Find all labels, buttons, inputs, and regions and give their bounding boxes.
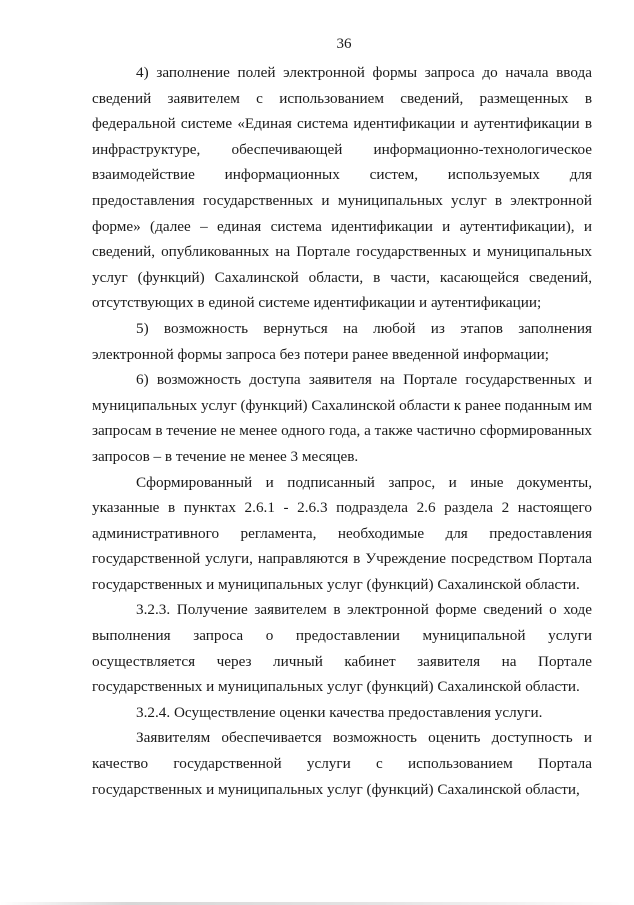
- paragraph-item-6: 6) возможность доступа заявителя на Портале государственных и муниципальных услуг (функций) Сахалинской области к ранее поданным им запросам в течение не менее одного года, а также частично сформированных запросов – в течение не менее 3 месяцев.: [92, 371, 593, 465]
- paragraph-item-4: 4) заполнение полей электронной формы запроса до начала ввода сведений заявителем с использованием сведений, размещенных в федеральной системе «Единая система идентификации и аутентификации в инфраструктуре, обеспечивающей информационно-технологическое взаимодействие информационных систем, используемых для предоставления государственных и муниципальных услуг в электронной форме» (далее – единая система идентификации и аутентификации), и сведений, опубликованных на Портале государственных и муниципальных услуг (функций) Сахалинской области, в части, касающейся сведений, отсутствующих в единой системе идентификации и аутентификации;: [92, 64, 592, 312]
- paragraph-3-2-4: 3.2.4. Осуществление оценки качества предоставления услуги.: [136, 703, 543, 721]
- paragraph-quality-assessment: Заявителям обеспечивается возможность оценить доступность и качество государственной услуги с использованием Портала государственных и муниципальных услуг (функций) Сахалинской области,: [92, 729, 592, 798]
- body-text: [92, 60, 592, 802]
- paragraph-item-5: 5) возможность вернуться на любой из этапов заполнения электронной формы запроса без потери ранее введенной информации;: [92, 319, 592, 363]
- page-number: 36: [336, 36, 352, 52]
- paragraph-submitted-request: Сформированный и подписанный запрос, и иные документы, указанные в пунктах 2.6.1 - 2.6.3 подраздела 2.6 раздела 2 настоящего административного регламента, необходимые для предоставления государственной услуги, направляются в Учреждение посредством Портала государственных и муниципальных услуг (функций) Сахалинской области.: [92, 473, 592, 593]
- paragraph-3-2-3: 3.2.3. Получение заявителем в электронной форме сведений о ходе выполнения запроса о предоставлении муниципальной услуги осуществляется через личный кабинет заявителя на Портале государственных и муниципальных услуг (функций) Сахалинской области.: [92, 601, 592, 696]
